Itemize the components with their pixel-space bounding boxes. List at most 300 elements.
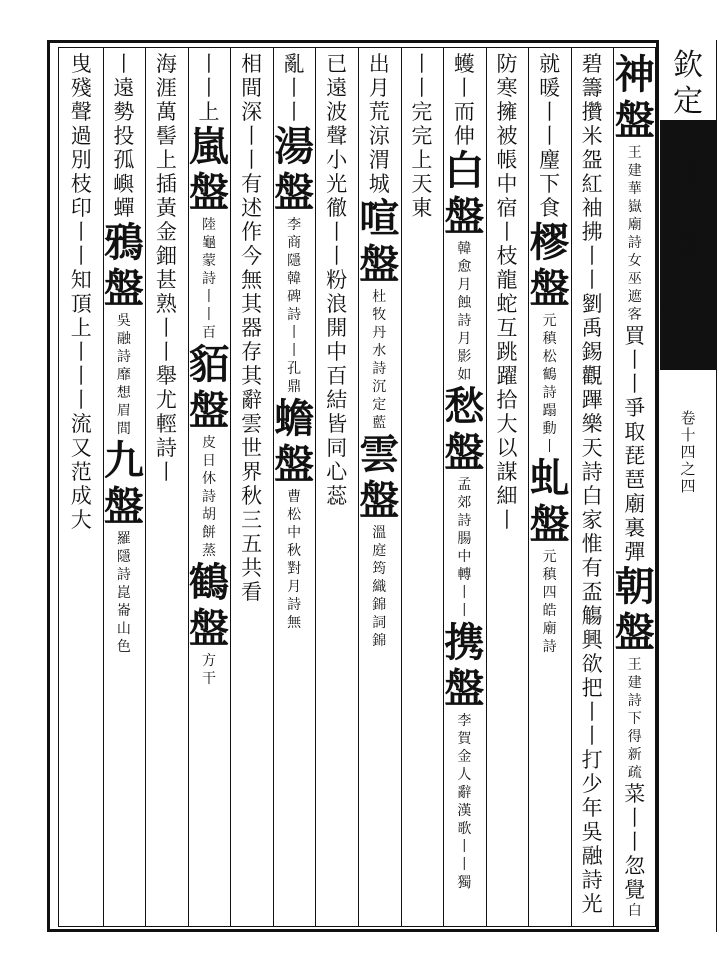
heading-char: 盤 (103, 265, 144, 312)
body-char: 有 (581, 556, 603, 580)
body-char: 天 (581, 436, 603, 460)
body-char: 詩 (581, 868, 603, 892)
body-char: 忽 (624, 854, 646, 878)
annotation-char: 影 (457, 349, 472, 365)
annotation-char: 如 (457, 367, 472, 383)
annotation-char: 辭 (457, 785, 472, 801)
body-char: 其 (241, 292, 263, 316)
annotation-char: 色 (116, 639, 131, 655)
annotation-char: 山 (116, 621, 131, 637)
body-char: 甚 (155, 268, 177, 292)
body-char: 食 (539, 196, 561, 220)
body-char: 插 (155, 172, 177, 196)
annotation-char: 詩 (627, 235, 642, 251)
body-char: 爭 (624, 396, 646, 420)
annotation-char: 人 (457, 767, 472, 783)
body-char: 波 (326, 100, 348, 124)
annotation-char: 鶴 (542, 367, 557, 383)
body-char: 細 (496, 484, 518, 508)
body-char: 觀 (581, 364, 603, 388)
body-char: 粉 (326, 268, 348, 292)
annotation-char: 隱 (116, 549, 131, 565)
annotation-char: 庭 (372, 543, 387, 559)
body-char: 月 (368, 76, 390, 100)
annotation-char: 曹 (287, 489, 302, 505)
annotation-char: 秋 (287, 543, 302, 559)
body-char: 間 (241, 76, 263, 100)
annotation-char: 皓 (542, 603, 557, 619)
annotation-char: 崙 (116, 603, 131, 619)
body-char: 丨 (496, 220, 518, 244)
body-char: 以 (496, 436, 518, 460)
annotation-char: 融 (116, 331, 131, 347)
body-char: 碧 (581, 52, 603, 76)
heading-char: 九 (103, 437, 144, 484)
heading-char: 盤 (614, 97, 655, 144)
annotation-char: 干 (202, 671, 216, 687)
annotation-char: 松 (542, 349, 557, 365)
annotation-char: 月 (457, 277, 472, 293)
annotation-char: 孟 (457, 477, 472, 493)
body-char: 萬 (155, 100, 177, 124)
body-char: 麈 (539, 148, 561, 172)
annotation-char: 遮 (627, 289, 642, 305)
annotation-char: 嶽 (627, 199, 642, 215)
body-char: 裏 (624, 516, 646, 540)
annotation-char: 郊 (457, 495, 472, 511)
annotation-char: 牧 (372, 307, 387, 323)
body-char: 就 (539, 52, 561, 76)
title-char: 欽 (673, 48, 703, 83)
annotation-char: 詩 (457, 313, 472, 329)
body-char: 雲 (241, 412, 263, 436)
text-column (402, 52, 442, 922)
annotation-char: 月 (287, 579, 302, 595)
annotation-char: 蝕 (457, 295, 472, 311)
annotation-char: 中 (287, 525, 302, 541)
body-char: 跳 (496, 340, 518, 364)
body-char: 融 (581, 844, 603, 868)
annotation-char: 客 (627, 307, 642, 323)
annotation-char: 詩 (287, 307, 302, 323)
body-char: 作 (241, 220, 263, 244)
body-char: 鈿 (155, 244, 177, 268)
heading-char: 愁 (444, 383, 485, 430)
body-char: 廟 (624, 492, 646, 516)
annotation-char: 商 (287, 235, 302, 251)
annotation-char: 賀 (457, 731, 472, 747)
heading-char: 盤 (189, 387, 229, 434)
page-margin (660, 40, 719, 932)
body-char: 勢 (113, 100, 135, 124)
body-char: 琵 (624, 444, 646, 468)
body-char: 把 (581, 676, 603, 700)
heading-char: 盤 (274, 441, 315, 488)
body-char: 金 (155, 220, 177, 244)
body-char: 天 (411, 172, 433, 196)
body-char: 光 (326, 172, 348, 196)
annotation-char: 錦 (372, 633, 387, 649)
body-char: 丨 (624, 830, 646, 854)
body-char: 丨 (70, 388, 92, 412)
body-char: 世 (241, 436, 263, 460)
annotation-char: 漢 (457, 803, 472, 819)
annotation-char: 筠 (372, 561, 387, 577)
body-char: 開 (326, 316, 348, 340)
body-char: 丨 (496, 508, 518, 532)
body-char: 丨 (155, 316, 177, 340)
body-char: 無 (241, 268, 263, 292)
body-char: 嶼 (113, 172, 135, 196)
annotation-char: 定 (372, 397, 387, 413)
title-char: 書 (673, 228, 703, 263)
body-char: 彈 (624, 540, 646, 564)
annotation-char: 百 (202, 325, 216, 341)
annotation-char: 白 (627, 903, 642, 919)
heading-char: 盤 (189, 605, 229, 652)
annotation-char: 詩 (457, 513, 472, 529)
annotation-char: 詩 (542, 385, 557, 401)
heading-char: 湯 (274, 123, 315, 170)
annotation-char: 靡 (116, 367, 131, 383)
body-char: 丨 (453, 76, 475, 100)
body-char: 詩 (581, 460, 603, 484)
body-char: 成 (70, 484, 92, 508)
body-char: 別 (70, 148, 92, 172)
body-char: 蛇 (496, 292, 518, 316)
annotation-char: 休 (202, 471, 216, 487)
body-char: 丨 (411, 76, 433, 100)
annotation-char: 丨 (287, 343, 302, 359)
body-char: 光 (581, 892, 603, 916)
body-char: 遠 (326, 76, 348, 100)
text-column (317, 52, 357, 922)
body-char: 丨 (198, 52, 220, 76)
annotation-char: 餅 (202, 525, 216, 541)
annotation-char: 詩 (372, 361, 387, 377)
body-char: 菜 (624, 782, 646, 806)
annotation-char: 下 (627, 711, 642, 727)
text-column (615, 52, 655, 922)
body-char: 輕 (155, 412, 177, 436)
body-char: 琶 (624, 468, 646, 492)
body-char: 髻 (155, 124, 177, 148)
body-char: 述 (241, 196, 263, 220)
body-char: 器 (241, 316, 263, 340)
body-char: 覺 (624, 878, 646, 902)
annotation-char: 胡 (202, 507, 216, 523)
body-char: 蟬 (113, 196, 135, 220)
body-char: 取 (624, 420, 646, 444)
body-char: 看 (241, 580, 263, 604)
body-char: 荒 (368, 100, 390, 124)
annotation-char: 孔 (287, 361, 302, 377)
body-char: 知 (70, 268, 92, 292)
body-char: 丨 (283, 100, 305, 124)
body-char: 丨 (539, 100, 561, 124)
body-char: 涼 (368, 124, 390, 148)
annotation-char: 稹 (542, 567, 557, 583)
body-char: 舉 (155, 364, 177, 388)
annotation-char: 陸 (202, 217, 216, 233)
annotation-char: 龜 (202, 235, 216, 251)
body-char: 暖 (539, 76, 561, 100)
body-char: 殘 (70, 76, 92, 100)
heading-char: 盤 (614, 609, 655, 656)
body-char: 龍 (496, 268, 518, 292)
body-char: 有 (241, 172, 263, 196)
body-char: 遠 (113, 76, 135, 100)
body-char: 三 (241, 508, 263, 532)
annotation-char: 建 (627, 675, 642, 691)
annotation-char: 轉 (457, 567, 472, 583)
heading-char: 貊 (189, 341, 229, 388)
annotation-char: 詩 (116, 349, 131, 365)
body-char: 而 (453, 100, 475, 124)
body-char: 中 (326, 340, 348, 364)
body-char: 拾 (496, 388, 518, 412)
annotation-char: 無 (287, 615, 302, 631)
body-char: 下 (539, 172, 561, 196)
body-char: 又 (70, 436, 92, 460)
annotation-char: 丹 (372, 325, 387, 341)
body-char: 蹕 (581, 388, 603, 412)
annotation-char: 月 (457, 331, 472, 347)
body-char: 丨 (624, 806, 646, 830)
body-char: 熟 (155, 292, 177, 316)
annotation-char: 詩 (287, 597, 302, 613)
body-char: 盃 (581, 580, 603, 604)
annotation-char: 歌 (457, 821, 472, 837)
body-char: 惟 (581, 532, 603, 556)
body-char: 互 (496, 316, 518, 340)
body-char: 已 (326, 52, 348, 76)
annotation-char: 王 (627, 145, 642, 161)
body-char: 完 (411, 124, 433, 148)
body-char: 躍 (496, 364, 518, 388)
body-char: 丨 (581, 244, 603, 268)
body-char: 丨 (241, 148, 263, 172)
body-char: 存 (241, 340, 263, 364)
annotation-char: 想 (116, 385, 131, 401)
body-char: 海 (155, 52, 177, 76)
heading-char: 盤 (444, 429, 485, 476)
body-char: 皆 (326, 412, 348, 436)
annotation-char: 詞 (372, 615, 387, 631)
body-char: 丨 (155, 340, 177, 364)
annotation-char: 眉 (116, 403, 131, 419)
volume-char: 十 (680, 426, 696, 444)
annotation-char: 對 (287, 561, 302, 577)
annotation-char: 腸 (457, 531, 472, 547)
annotation-char: 丨 (542, 439, 557, 455)
body-char: 米 (581, 124, 603, 148)
annotation-char: 丨 (287, 325, 302, 341)
body-char: 過 (70, 124, 92, 148)
text-column (487, 52, 527, 922)
annotation-char: 得 (627, 729, 642, 745)
annotation-char: 蹋 (542, 403, 557, 419)
volume-label (674, 410, 702, 495)
annotation-char: 詩 (116, 567, 131, 583)
annotation-char: 蒸 (202, 543, 216, 559)
annotation-char: 華 (627, 181, 642, 197)
heading-char: 盤 (189, 169, 229, 216)
title-char: 全 (673, 192, 703, 227)
annotation-char: 丨 (202, 307, 216, 323)
body-char: 袖 (581, 196, 603, 220)
body-char: 丨 (326, 244, 348, 268)
body-char: 印 (70, 196, 92, 220)
heading-char: 虬 (529, 455, 570, 502)
annotation-char: 織 (372, 579, 387, 595)
body-char: 結 (326, 388, 348, 412)
body-char: 秋 (241, 484, 263, 508)
heading-char: 携 (444, 619, 485, 666)
heading-char: 鶴 (189, 559, 229, 606)
annotation-char: 廟 (542, 621, 557, 637)
text-column (189, 52, 229, 922)
body-char: 涯 (155, 76, 177, 100)
heading-char: 鴉 (103, 219, 144, 266)
body-char: 帳 (496, 148, 518, 172)
heading-char: 盤 (274, 169, 315, 216)
body-char: 渭 (368, 148, 390, 172)
text-column (146, 52, 186, 922)
annotation-char: 水 (372, 343, 387, 359)
text-column (61, 52, 101, 922)
body-char: 大 (70, 508, 92, 532)
heading-char: 蟾 (274, 395, 315, 442)
annotation-char: 丨 (457, 585, 472, 601)
body-char: 丨 (283, 76, 305, 100)
body-char: 年 (581, 796, 603, 820)
heading-char: 白 (444, 147, 485, 194)
body-char: 丨 (326, 220, 348, 244)
annotation-char: 碑 (287, 289, 302, 305)
annotation-char: 詩 (202, 271, 216, 287)
body-char: 五 (241, 532, 263, 556)
body-char: 同 (326, 436, 348, 460)
annotation-char: 藍 (372, 415, 387, 431)
body-char: 心 (326, 460, 348, 484)
body-char: 伸 (453, 124, 475, 148)
annotation-char: 李 (457, 713, 472, 729)
body-char: 打 (581, 748, 603, 772)
body-char: 聲 (326, 124, 348, 148)
text-column (232, 52, 272, 922)
body-char: 丨 (581, 700, 603, 724)
body-char: 禹 (581, 316, 603, 340)
annotation-char: 詩 (627, 693, 642, 709)
body-char: 樂 (581, 412, 603, 436)
annotation-char: 杜 (372, 289, 387, 305)
annotation-char: 錦 (372, 597, 387, 613)
title-char: 四 (673, 120, 703, 155)
annotation-char: 疏 (627, 765, 642, 781)
body-char: 詩 (155, 436, 177, 460)
title-char: 庫 (673, 156, 703, 191)
heading-char: 盤 (444, 665, 485, 712)
annotation-char: 四 (542, 585, 557, 601)
annotation-char: 方 (202, 653, 216, 669)
annotation-char: 丨 (202, 289, 216, 305)
body-char: 丨 (70, 364, 92, 388)
annotation-char: 韓 (287, 271, 302, 287)
body-char: 丨 (411, 52, 433, 76)
body-char: 相 (241, 52, 263, 76)
body-char: 丨 (70, 244, 92, 268)
body-char: 攢 (581, 100, 603, 124)
annotation-char: 崑 (116, 585, 131, 601)
title-char: 定 (673, 84, 703, 119)
body-char: 丨 (581, 724, 603, 748)
annotation-char: 建 (627, 163, 642, 179)
annotation-char: 沉 (372, 379, 387, 395)
heading-char: 雲 (359, 431, 400, 478)
body-char: 今 (241, 244, 263, 268)
heading-char: 盤 (444, 193, 485, 240)
annotation-char: 丨 (457, 839, 472, 855)
text-column (444, 52, 484, 922)
body-char: 投 (113, 124, 135, 148)
body-char: 拂 (581, 220, 603, 244)
annotation-char: 廟 (627, 217, 642, 233)
body-char: 家 (581, 508, 603, 532)
body-char: 孤 (113, 148, 135, 172)
body-char: 吳 (581, 820, 603, 844)
annotation-char: 溫 (372, 525, 387, 541)
heading-char: 朝 (614, 563, 655, 610)
body-char: 劉 (581, 292, 603, 316)
body-char: 百 (326, 364, 348, 388)
body-char: 宿 (496, 196, 518, 220)
body-char: 被 (496, 124, 518, 148)
body-char: 曳 (70, 52, 92, 76)
annotation-char: 中 (457, 549, 472, 565)
body-char: 丨 (624, 348, 646, 372)
margin-divider (716, 40, 717, 932)
body-char: 興 (581, 628, 603, 652)
heading-char: 盤 (359, 477, 400, 524)
body-char: 丨 (624, 372, 646, 396)
annotation-char: 間 (116, 421, 131, 437)
body-char: 謀 (496, 460, 518, 484)
body-char: 丨 (241, 124, 263, 148)
body-char: 丨 (70, 220, 92, 244)
annotation-char: 王 (627, 657, 642, 673)
volume-char: 四 (680, 443, 696, 461)
annotation-char: 金 (457, 749, 472, 765)
heading-char: 盤 (359, 241, 400, 288)
body-char: 亂 (283, 52, 305, 76)
body-char: 徹 (326, 196, 348, 220)
annotation-char: 詩 (542, 639, 557, 655)
body-char: 丨 (70, 340, 92, 364)
body-char: 觴 (581, 604, 603, 628)
body-char: 范 (70, 460, 92, 484)
body-char: 小 (326, 148, 348, 172)
annotation-char: 元 (542, 549, 557, 565)
annotation-char: 鼎 (287, 379, 302, 395)
body-char: 防 (496, 52, 518, 76)
annotation-char: 日 (202, 453, 216, 469)
heading-char: 盤 (529, 265, 570, 312)
annotation-char: 吳 (116, 313, 131, 329)
body-char: 白 (581, 484, 603, 508)
body-char: 丨 (581, 268, 603, 292)
body-char: 丨 (198, 76, 220, 100)
